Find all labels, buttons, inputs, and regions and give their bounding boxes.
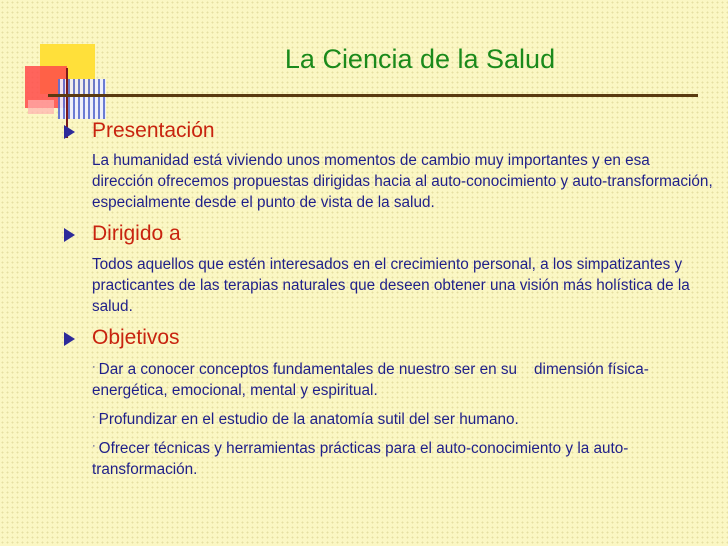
objective-item (92, 357, 714, 401)
triangle-bullet-icon (64, 125, 75, 139)
objective-text: Dar a conocer conceptos fundamentales de nuestro ser en su dimensión física-energética, emocional, mental y espiritual. (92, 361, 649, 399)
dot-bullet-icon: · (92, 361, 96, 373)
triangle-bullet-icon (64, 332, 75, 346)
title-underline (48, 94, 698, 97)
section-dirigido (64, 221, 714, 247)
triangle-bullet-icon (64, 228, 75, 242)
objective-item (92, 407, 714, 430)
section-text: La humanidad está viviendo unos momentos de cambio muy importantes y en esa dirección ofrecemos propuestas dirigidas hacia al auto-conocimiento y auto-transformación, especialmente desde el punto de vista de la salud. (92, 152, 713, 211)
section-heading: Dirigido a (92, 222, 181, 245)
dot-bullet-icon: · (92, 440, 96, 452)
decor-pink-square (28, 100, 54, 114)
section-heading: Presentación (92, 119, 215, 142)
section-heading: Objetivos (92, 326, 180, 349)
slide-title: La Ciencia de la Salud (284, 44, 556, 74)
section-presentacion (64, 118, 714, 144)
objective-item (92, 436, 714, 480)
objective-text: Profundizar en el estudio de la anatomía sutil del ser humano. (98, 411, 519, 428)
section-objetivos (64, 325, 714, 351)
section-text: Todos aquellos que estén interesados en el crecimiento personal, a los simpatizantes y practicantes de las terapias naturales que deseen obtener una visión más holística de la salud. (92, 256, 690, 315)
slide-content (64, 118, 714, 480)
objective-text: Ofrecer técnicas y herramientas prácticas para el auto-conocimiento y la auto-transformación. (92, 440, 629, 478)
dot-bullet-icon: · (92, 411, 96, 423)
